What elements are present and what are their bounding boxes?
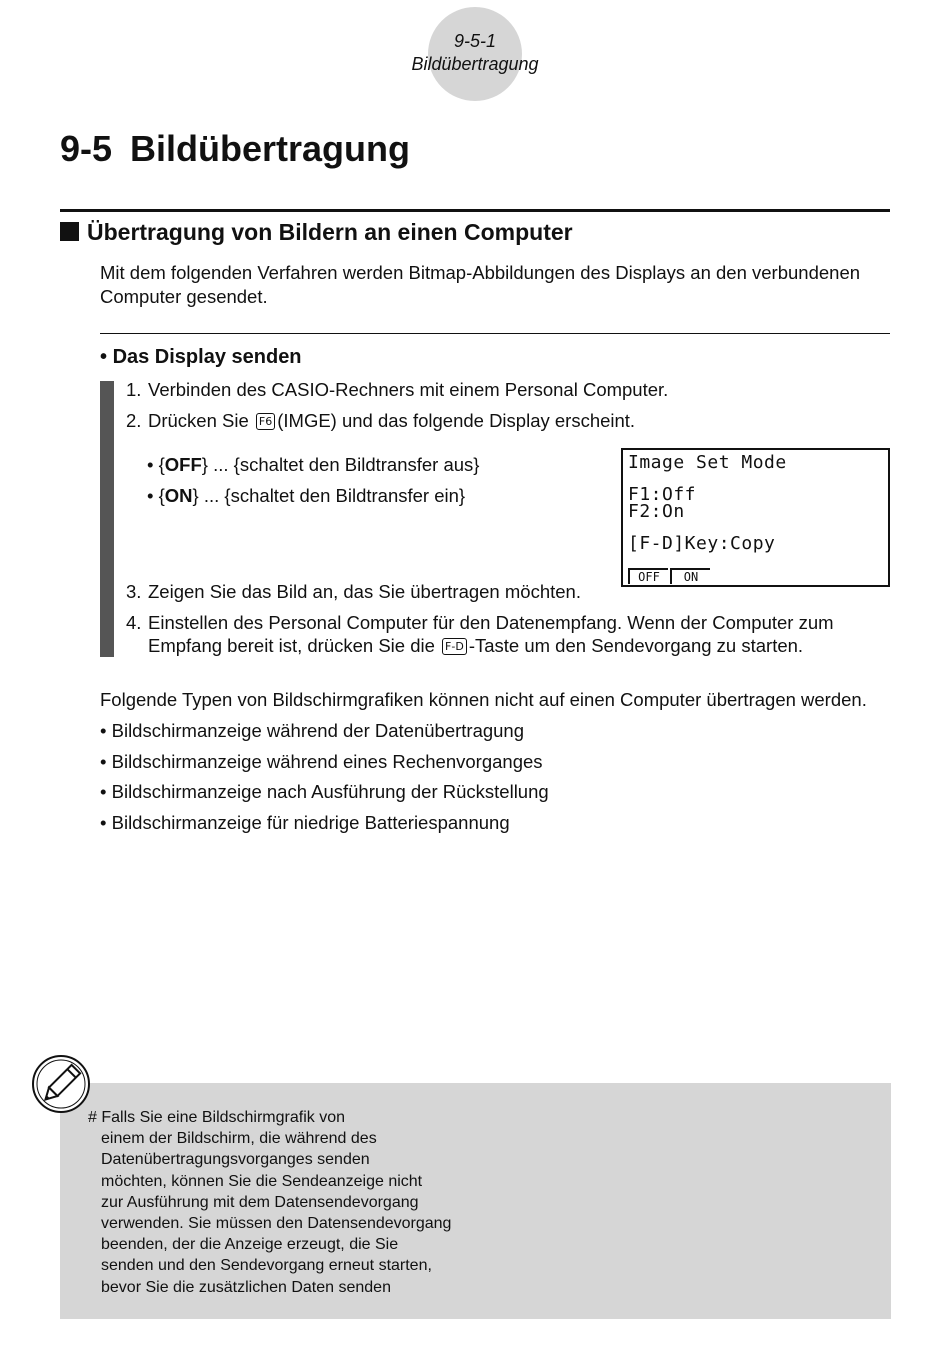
square-bullet-icon bbox=[60, 222, 79, 241]
step-text: Zeigen Sie das Bild an, das Sie übertragen möchten. bbox=[148, 581, 581, 602]
step-text-line1: Einstellen des Personal Computer für den Datenempfang. Wenn der Computer zum bbox=[148, 612, 834, 633]
step-4 bbox=[126, 611, 866, 657]
note-line: zur Ausführung mit dem Datensendevorgang bbox=[101, 1193, 419, 1211]
section-divider bbox=[60, 209, 890, 212]
bullet-icon: • bbox=[100, 346, 113, 368]
f-d-key-icon: F-D bbox=[442, 638, 467, 655]
pencil-note-icon bbox=[30, 1053, 92, 1115]
list-item: • Bildschirmanzeige nach Ausführung der Rückstellung bbox=[100, 781, 549, 802]
section-heading-text: Übertragung von Bildern an einen Computer bbox=[87, 219, 573, 245]
step-1 bbox=[126, 378, 668, 401]
intro-line: Computer gesendet. bbox=[100, 286, 268, 307]
f6-key-icon: F6 bbox=[256, 413, 275, 430]
intro-line: Mit dem folgenden Verfahren werden Bitmap-Abbildungen des Displays an den verbundenen bbox=[100, 262, 861, 283]
page-number: 9-5-1 bbox=[453, 31, 497, 51]
page-subtitle: Bildübertragung bbox=[411, 54, 539, 74]
step-text-before: Empfang bereit ist, drücken Sie die bbox=[148, 635, 435, 656]
screen-line: F2:On bbox=[628, 501, 685, 522]
note-line: beenden, der die Anzeige erzeugt, die Sie bbox=[101, 1236, 399, 1254]
function-key-off: OFF bbox=[628, 568, 668, 584]
note-line: möchten, können Sie die Sendeanzeige nicht bbox=[101, 1172, 423, 1190]
page-header bbox=[375, 30, 575, 76]
option-desc: ... {schaltet den Bildtransfer aus} bbox=[213, 454, 480, 475]
note-text bbox=[88, 1107, 488, 1298]
calculator-screen bbox=[621, 448, 890, 587]
note-line: bevor Sie die zusätzlichen Daten senden bbox=[101, 1278, 391, 1296]
function-key-on: ON bbox=[670, 568, 710, 584]
list-item: • Bildschirmanzeige während eines Rechenvorganges bbox=[100, 750, 543, 772]
option-key: ON bbox=[164, 485, 193, 506]
option-key: OFF bbox=[164, 454, 202, 475]
note-line: einem der Bildschirm, die während des bbox=[101, 1130, 377, 1148]
screen-line: [F-D]Key:Copy bbox=[628, 533, 776, 554]
step-number: 2. bbox=[126, 410, 142, 431]
chapter-number: 9-5 bbox=[60, 128, 113, 169]
step-text-before: Drücken Sie bbox=[148, 410, 249, 431]
restrictions-intro: Folgende Typen von Bildschirmgrafiken können nicht auf einen Computer übertragen werden. bbox=[100, 689, 867, 710]
procedure-heading-text: Das Display senden bbox=[112, 346, 302, 368]
step-2 bbox=[126, 409, 635, 432]
note-line: senden und den Sendevorgang erneut starten, bbox=[101, 1257, 432, 1275]
procedure-heading bbox=[100, 346, 302, 369]
screen-line: F1:Off bbox=[628, 484, 697, 505]
step-number: 1. bbox=[126, 379, 142, 400]
section-intro bbox=[100, 261, 890, 309]
option-on: • {ON} ... {schaltet den Bildtransfer ein} bbox=[147, 485, 466, 506]
restrictions-list bbox=[100, 719, 549, 841]
section-heading bbox=[60, 219, 573, 246]
option-desc: ... {schaltet den Bildtransfer ein} bbox=[203, 485, 466, 506]
list-item: • Bildschirmanzeige für niedrige Batteriespannung bbox=[100, 811, 510, 833]
page-title bbox=[60, 128, 410, 170]
step-text-after: -Taste um den Sendevorgang zu starten. bbox=[468, 635, 804, 656]
list-item: • Bildschirmanzeige während der Datenübertragung bbox=[100, 720, 525, 741]
screen-title: Image Set Mode bbox=[628, 452, 787, 473]
step-number: 3. bbox=[126, 581, 142, 602]
step-number: 4. bbox=[126, 612, 142, 633]
step-text: Verbinden des CASIO-Rechners mit einem Personal Computer. bbox=[148, 379, 669, 400]
chapter-title: Bildübertragung bbox=[130, 128, 411, 169]
note-line: # Falls Sie eine Bildschirmgrafik von bbox=[88, 1109, 345, 1126]
function-key-bar bbox=[628, 567, 712, 584]
subsection-divider bbox=[100, 333, 890, 334]
note-line: verwenden. Sie müssen den Datensendevorgang bbox=[101, 1215, 452, 1233]
procedure-sidebar-bar bbox=[100, 381, 114, 657]
step-text-after: (IMGE) und das folgende Display erscheint. bbox=[277, 410, 636, 431]
step-3 bbox=[126, 580, 581, 603]
note-line: Datenübertragungsvorganges senden bbox=[101, 1151, 370, 1169]
option-off: • {OFF} ... {schaltet den Bildtransfer aus} bbox=[147, 454, 480, 475]
